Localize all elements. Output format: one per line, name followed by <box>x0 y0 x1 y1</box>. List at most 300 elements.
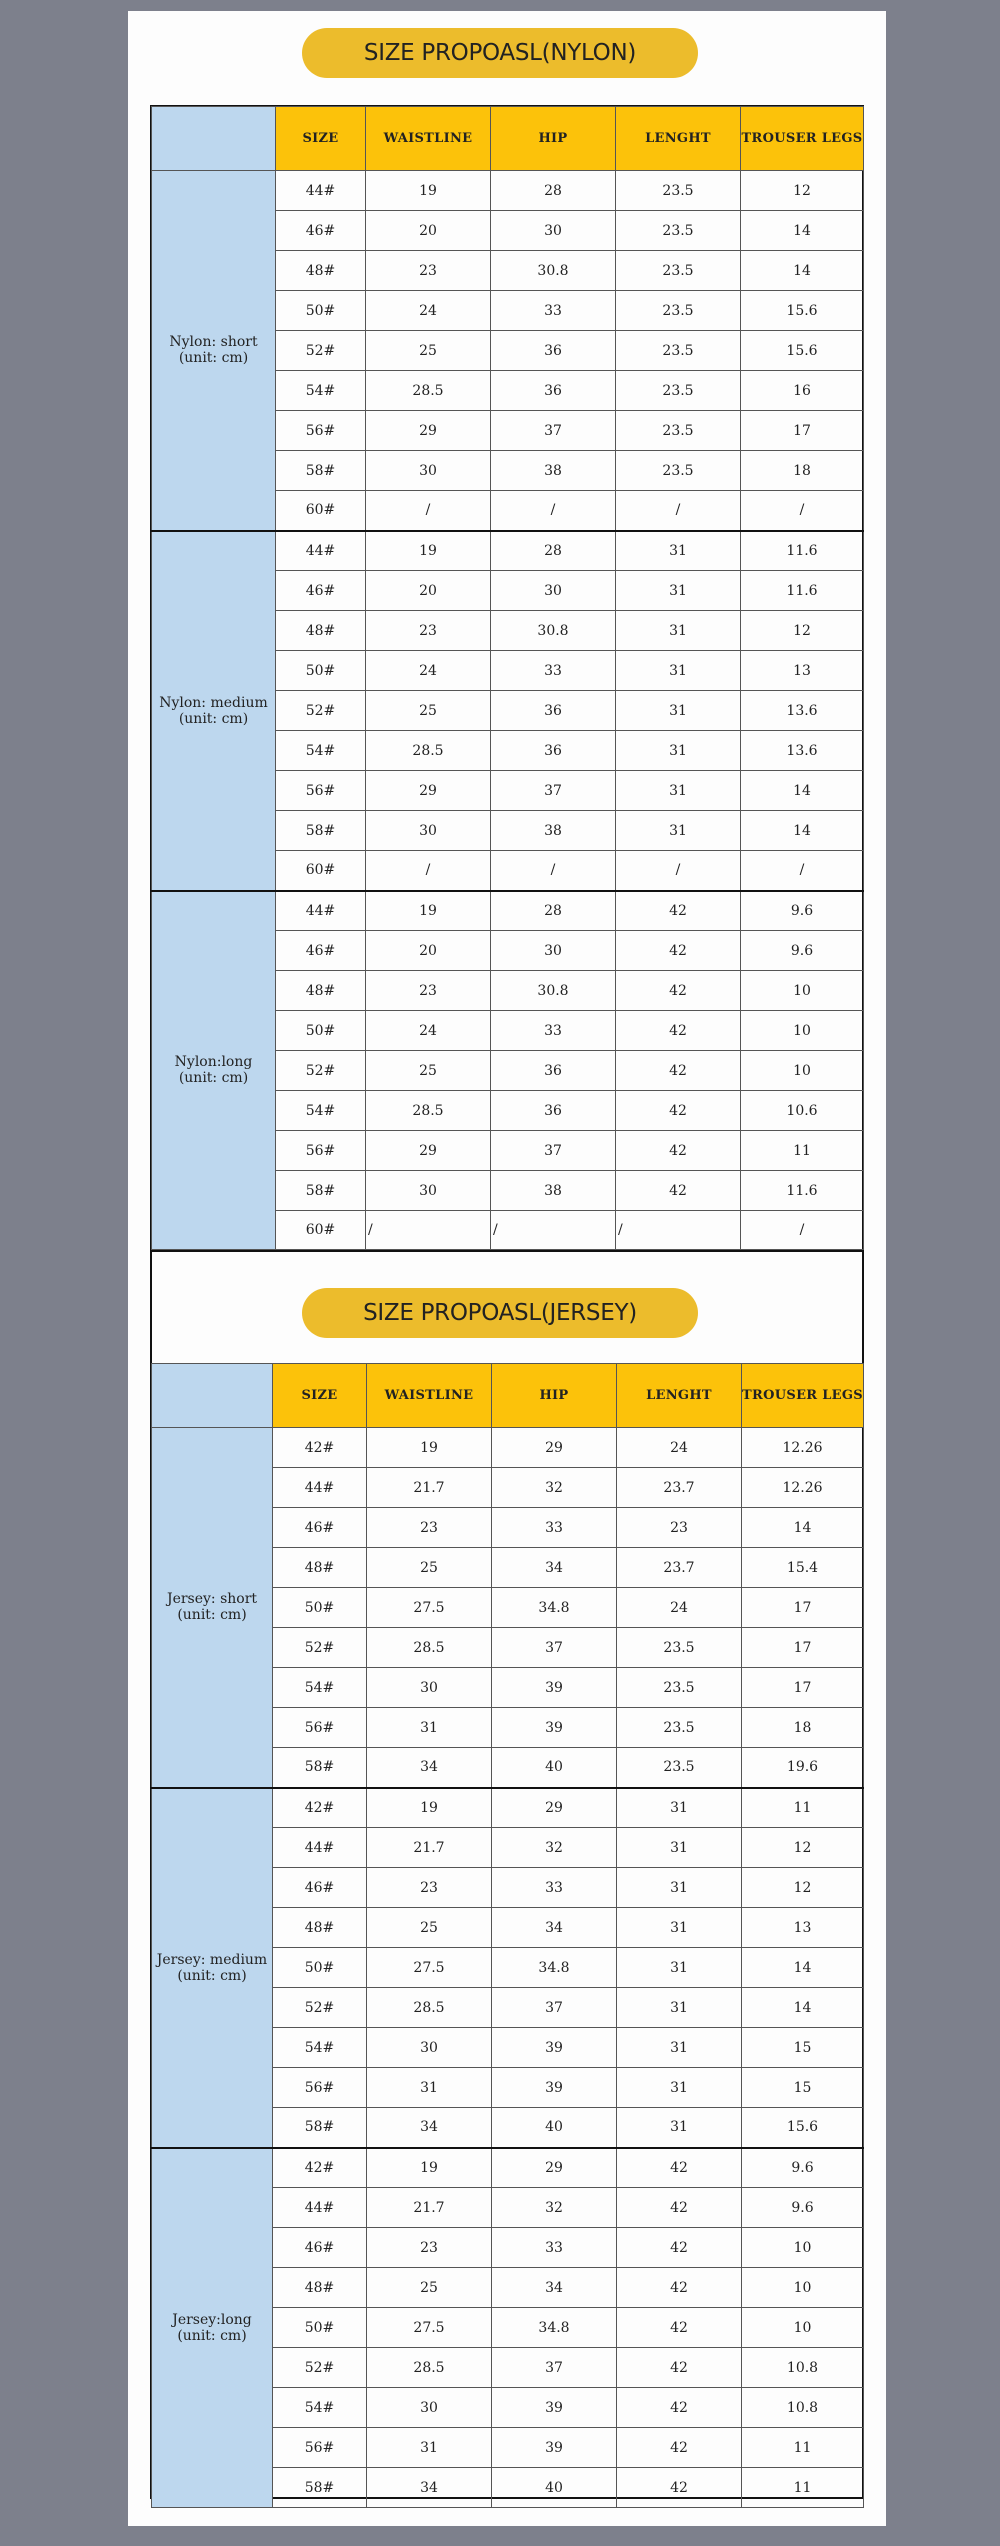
value-cell: 25 <box>367 2268 492 2308</box>
size-cell: 44# <box>273 1468 367 1508</box>
value-cell: 25 <box>366 331 491 371</box>
value-cell: 19 <box>367 1788 492 1828</box>
value-cell: 33 <box>491 651 616 691</box>
column-header: TROUSER LEGS <box>742 1364 864 1428</box>
size-cell: 58# <box>276 1171 366 1211</box>
value-cell: 42 <box>617 2188 742 2228</box>
value-cell: / <box>616 1211 741 1250</box>
value-cell: 20 <box>366 931 491 971</box>
value-cell: 42 <box>617 2428 742 2468</box>
value-cell: 36 <box>491 371 616 411</box>
value-cell: 34 <box>492 1908 617 1948</box>
value-cell: 34 <box>492 2268 617 2308</box>
value-cell: / <box>491 851 616 891</box>
value-cell: / <box>741 491 864 531</box>
value-cell: 25 <box>366 691 491 731</box>
size-cell: 56# <box>276 1131 366 1171</box>
value-cell: 31 <box>616 611 741 651</box>
value-cell: 30 <box>367 2388 492 2428</box>
value-cell: 14 <box>742 1508 864 1548</box>
value-cell: 23 <box>366 611 491 651</box>
value-cell: 29 <box>492 1788 617 1828</box>
value-cell: 31 <box>367 2068 492 2108</box>
value-cell: 15.6 <box>741 331 864 371</box>
value-cell: 24 <box>366 651 491 691</box>
value-cell: 30 <box>367 1668 492 1708</box>
value-cell: 30 <box>491 211 616 251</box>
value-cell: 42 <box>617 2468 742 2508</box>
value-cell: 23.5 <box>616 291 741 331</box>
table-row <box>152 1788 864 1828</box>
value-cell: 13 <box>741 651 864 691</box>
value-cell: 42 <box>616 931 741 971</box>
value-cell: 10 <box>741 1011 864 1051</box>
value-cell: 42 <box>617 2348 742 2388</box>
size-cell: 48# <box>276 611 366 651</box>
value-cell: 9.6 <box>741 891 864 931</box>
value-cell: 28 <box>491 531 616 571</box>
value-cell: 34 <box>367 1748 492 1788</box>
value-cell: 39 <box>492 2028 617 2068</box>
value-cell: 34.8 <box>492 2308 617 2348</box>
value-cell: 30 <box>366 1171 491 1211</box>
value-cell: 31 <box>617 2028 742 2068</box>
value-cell: 24 <box>617 1588 742 1628</box>
value-cell: 30.8 <box>491 611 616 651</box>
value-cell: 14 <box>741 211 864 251</box>
value-cell: / <box>366 1211 491 1250</box>
value-cell: 10 <box>741 971 864 1011</box>
size-cell: 50# <box>273 1948 367 1988</box>
size-cell: 48# <box>273 2268 367 2308</box>
value-cell: / <box>366 491 491 531</box>
value-cell: 9.6 <box>742 2188 864 2228</box>
value-cell: 42 <box>617 2308 742 2348</box>
value-cell: 31 <box>616 571 741 611</box>
value-cell: 12.26 <box>742 1468 864 1508</box>
size-cell: 58# <box>276 451 366 491</box>
value-cell: 23.5 <box>616 411 741 451</box>
value-cell: 40 <box>492 2468 617 2508</box>
size-cell: 56# <box>273 2068 367 2108</box>
value-cell: 23.5 <box>616 211 741 251</box>
size-cell: 56# <box>273 1708 367 1748</box>
value-cell: 42 <box>616 1171 741 1211</box>
value-cell: 31 <box>616 811 741 851</box>
value-cell: 19 <box>366 531 491 571</box>
group-label: Nylon:long (unit: cm) <box>152 891 276 1250</box>
value-cell: 32 <box>492 1468 617 1508</box>
value-cell: 11.6 <box>741 531 864 571</box>
value-cell: 10 <box>742 2308 864 2348</box>
value-cell: 33 <box>492 2228 617 2268</box>
value-cell: 28.5 <box>367 1988 492 2028</box>
value-cell: 31 <box>616 531 741 571</box>
value-cell: 23.5 <box>617 1708 742 1748</box>
size-cell: 48# <box>273 1548 367 1588</box>
value-cell: 25 <box>367 1908 492 1948</box>
value-cell: 40 <box>492 2108 617 2148</box>
value-cell: 34.8 <box>492 1588 617 1628</box>
size-cell: 54# <box>273 2388 367 2428</box>
value-cell: 42 <box>616 1011 741 1051</box>
value-cell: 42 <box>616 891 741 931</box>
column-header: TROUSER LEGS <box>741 107 864 171</box>
size-cell: 44# <box>276 171 366 211</box>
value-cell: 11 <box>741 1131 864 1171</box>
value-cell: 37 <box>492 2348 617 2388</box>
value-cell: 23.5 <box>616 451 741 491</box>
value-cell: 38 <box>491 811 616 851</box>
value-cell: 42 <box>616 1091 741 1131</box>
value-cell: 29 <box>366 1131 491 1171</box>
value-cell: 23.5 <box>617 1668 742 1708</box>
size-cell: 52# <box>273 1628 367 1668</box>
value-cell: 9.6 <box>742 2148 864 2188</box>
value-cell: 39 <box>492 2428 617 2468</box>
value-cell: 27.5 <box>367 1588 492 1628</box>
size-cell: 42# <box>273 1788 367 1828</box>
value-cell: 19.6 <box>742 1748 864 1788</box>
value-cell: 23 <box>367 1508 492 1548</box>
table-row <box>152 891 864 931</box>
size-cell: 44# <box>276 531 366 571</box>
jersey-section-title: SIZE PROPOASL(JERSEY) <box>302 1288 698 1338</box>
size-cell: 46# <box>273 1868 367 1908</box>
value-cell: 10 <box>742 2268 864 2308</box>
value-cell: 23.5 <box>616 251 741 291</box>
value-cell: 23.7 <box>617 1468 742 1508</box>
value-cell: 14 <box>741 771 864 811</box>
value-cell: 36 <box>491 331 616 371</box>
size-cell: 50# <box>276 291 366 331</box>
value-cell: 31 <box>617 1908 742 1948</box>
value-cell: 37 <box>491 411 616 451</box>
value-cell: 23 <box>367 2228 492 2268</box>
value-cell: 33 <box>491 291 616 331</box>
value-cell: 27.5 <box>367 2308 492 2348</box>
value-cell: 29 <box>492 1428 617 1468</box>
value-cell: 36 <box>491 1051 616 1091</box>
size-cell: 50# <box>276 1011 366 1051</box>
value-cell: 30 <box>366 811 491 851</box>
value-cell: 37 <box>492 1628 617 1668</box>
value-cell: 34.8 <box>492 1948 617 1988</box>
value-cell: 23 <box>366 971 491 1011</box>
value-cell: / <box>366 851 491 891</box>
value-cell: 16 <box>741 371 864 411</box>
size-cell: 58# <box>276 811 366 851</box>
value-cell: 17 <box>742 1588 864 1628</box>
value-cell: 14 <box>741 251 864 291</box>
value-cell: 37 <box>491 1131 616 1171</box>
value-cell: 30 <box>366 451 491 491</box>
value-cell: 12 <box>741 171 864 211</box>
value-cell: 11.6 <box>741 1171 864 1211</box>
value-cell: 36 <box>491 691 616 731</box>
value-cell: 24 <box>366 1011 491 1051</box>
value-cell: 39 <box>492 2388 617 2428</box>
column-header: HIP <box>491 107 616 171</box>
value-cell: 30.8 <box>491 251 616 291</box>
group-label: Jersey:long (unit: cm) <box>152 2148 273 2508</box>
value-cell: 19 <box>367 1428 492 1468</box>
value-cell: 33 <box>492 1508 617 1548</box>
value-cell: 19 <box>366 891 491 931</box>
value-cell: 11 <box>742 2428 864 2468</box>
value-cell: 28.5 <box>367 2348 492 2388</box>
group-label: Nylon: medium (unit: cm) <box>152 531 276 891</box>
size-cell: 50# <box>273 1588 367 1628</box>
size-cell: 44# <box>273 1828 367 1868</box>
value-cell: 29 <box>366 771 491 811</box>
value-cell: 31 <box>616 651 741 691</box>
size-cell: 46# <box>273 2228 367 2268</box>
group-label: Jersey: short (unit: cm) <box>152 1428 273 1788</box>
header-blank-cell <box>152 107 276 171</box>
header-row <box>152 1364 864 1428</box>
value-cell: 25 <box>367 1548 492 1588</box>
size-cell: 54# <box>276 731 366 771</box>
size-cell: 60# <box>276 851 366 891</box>
value-cell: 28.5 <box>366 731 491 771</box>
value-cell: 34 <box>492 1548 617 1588</box>
value-cell: 24 <box>617 1428 742 1468</box>
value-cell: 11 <box>742 1788 864 1828</box>
value-cell: 20 <box>366 571 491 611</box>
column-header: WAISTLINE <box>367 1364 492 1428</box>
size-cell: 46# <box>276 571 366 611</box>
value-cell: 21.7 <box>367 1828 492 1868</box>
size-cell: 46# <box>276 931 366 971</box>
column-header: LENGHT <box>616 107 741 171</box>
value-cell: 31 <box>367 2428 492 2468</box>
value-cell: 15 <box>742 2028 864 2068</box>
value-cell: 28.5 <box>366 1091 491 1131</box>
value-cell: 23.5 <box>617 1748 742 1788</box>
value-cell: 33 <box>491 1011 616 1051</box>
value-cell: 23 <box>366 251 491 291</box>
value-cell: 10 <box>741 1051 864 1091</box>
table-row <box>152 531 864 571</box>
value-cell: 15 <box>742 2068 864 2108</box>
table-row <box>152 171 864 211</box>
value-cell: 14 <box>741 811 864 851</box>
size-cell: 48# <box>276 971 366 1011</box>
size-cell: 52# <box>276 691 366 731</box>
value-cell: 12 <box>742 1868 864 1908</box>
nylon-size-table <box>151 106 864 1250</box>
size-cell: 52# <box>273 1988 367 2028</box>
value-cell: 38 <box>491 1171 616 1211</box>
value-cell: 42 <box>617 2148 742 2188</box>
size-cell: 58# <box>273 1748 367 1788</box>
value-cell: 19 <box>366 171 491 211</box>
value-cell: / <box>491 491 616 531</box>
size-cell: 46# <box>273 1508 367 1548</box>
value-cell: 31 <box>617 1828 742 1868</box>
size-cell: 52# <box>276 1051 366 1091</box>
value-cell: 29 <box>366 411 491 451</box>
size-cell: 54# <box>273 1668 367 1708</box>
value-cell: 23.5 <box>617 1628 742 1668</box>
value-cell: 37 <box>492 1988 617 2028</box>
value-cell: 10.8 <box>742 2388 864 2428</box>
size-cell: 48# <box>276 251 366 291</box>
value-cell: 15.4 <box>742 1548 864 1588</box>
value-cell: 31 <box>616 731 741 771</box>
value-cell: 21.7 <box>367 2188 492 2228</box>
value-cell: 38 <box>491 451 616 491</box>
value-cell: / <box>616 851 741 891</box>
value-cell: 28 <box>491 171 616 211</box>
size-cell: 56# <box>276 771 366 811</box>
table-row <box>152 2148 864 2188</box>
size-cell: 58# <box>273 2108 367 2148</box>
jersey-size-table <box>151 1363 864 2508</box>
value-cell: 11 <box>742 2468 864 2508</box>
value-cell: 42 <box>616 971 741 1011</box>
value-cell: 31 <box>617 2068 742 2108</box>
value-cell: 34 <box>367 2108 492 2148</box>
value-cell: 23 <box>367 1868 492 1908</box>
group-label: Jersey: medium (unit: cm) <box>152 1788 273 2148</box>
size-cell: 44# <box>273 2188 367 2228</box>
value-cell: / <box>741 851 864 891</box>
size-cell: 46# <box>276 211 366 251</box>
size-cell: 52# <box>273 2348 367 2388</box>
value-cell: 32 <box>492 2188 617 2228</box>
value-cell: 31 <box>617 1948 742 1988</box>
value-cell: 29 <box>492 2148 617 2188</box>
value-cell: 42 <box>617 2268 742 2308</box>
value-cell: 11.6 <box>741 571 864 611</box>
value-cell: 19 <box>367 2148 492 2188</box>
value-cell: 30.8 <box>491 971 616 1011</box>
value-cell: 25 <box>366 1051 491 1091</box>
header-blank-cell <box>152 1364 273 1428</box>
value-cell: 27.5 <box>367 1948 492 1988</box>
value-cell: 34 <box>367 2468 492 2508</box>
value-cell: 23 <box>617 1508 742 1548</box>
size-cell: 60# <box>276 491 366 531</box>
value-cell: 31 <box>616 691 741 731</box>
size-cell: 42# <box>273 2148 367 2188</box>
value-cell: 15.6 <box>742 2108 864 2148</box>
value-cell: 31 <box>617 1788 742 1828</box>
size-cell: 42# <box>273 1428 367 1468</box>
size-cell: 44# <box>276 891 366 931</box>
value-cell: 15.6 <box>741 291 864 331</box>
value-cell: 24 <box>366 291 491 331</box>
value-cell: 42 <box>617 2388 742 2428</box>
column-header: LENGHT <box>617 1364 742 1428</box>
value-cell: 39 <box>492 1708 617 1748</box>
value-cell: / <box>741 1211 864 1250</box>
value-cell: 31 <box>617 2108 742 2148</box>
value-cell: 23.5 <box>616 171 741 211</box>
value-cell: 36 <box>491 731 616 771</box>
size-cell: 54# <box>276 371 366 411</box>
value-cell: 17 <box>741 411 864 451</box>
value-cell: 33 <box>492 1868 617 1908</box>
size-cell: 50# <box>276 651 366 691</box>
value-cell: / <box>491 1211 616 1250</box>
value-cell: 9.6 <box>741 931 864 971</box>
value-cell: 31 <box>616 771 741 811</box>
value-cell: 13.6 <box>741 731 864 771</box>
value-cell: 39 <box>492 2068 617 2108</box>
value-cell: 42 <box>616 1131 741 1171</box>
value-cell: 36 <box>491 1091 616 1131</box>
value-cell: 10.6 <box>741 1091 864 1131</box>
size-cell: 48# <box>273 1908 367 1948</box>
value-cell: 12.26 <box>742 1428 864 1468</box>
value-cell: 39 <box>492 1668 617 1708</box>
size-cell: 56# <box>276 411 366 451</box>
value-cell: 13.6 <box>741 691 864 731</box>
column-header: SIZE <box>276 107 366 171</box>
value-cell: 13 <box>742 1908 864 1948</box>
value-cell: 10.8 <box>742 2348 864 2388</box>
value-cell: 12 <box>742 1828 864 1868</box>
value-cell: 20 <box>366 211 491 251</box>
value-cell: 28 <box>491 891 616 931</box>
column-header: HIP <box>492 1364 617 1428</box>
value-cell: 14 <box>742 1988 864 2028</box>
value-cell: 31 <box>367 1708 492 1748</box>
value-cell: 40 <box>492 1748 617 1788</box>
value-cell: 17 <box>742 1668 864 1708</box>
value-cell: 10 <box>742 2228 864 2268</box>
value-cell: 30 <box>491 931 616 971</box>
value-cell: 23.5 <box>616 371 741 411</box>
value-cell: 42 <box>616 1051 741 1091</box>
size-cell: 50# <box>273 2308 367 2348</box>
size-cell: 56# <box>273 2428 367 2468</box>
column-header: WAISTLINE <box>366 107 491 171</box>
value-cell: 28.5 <box>367 1628 492 1668</box>
value-cell: 14 <box>742 1948 864 1988</box>
size-cell: 52# <box>276 331 366 371</box>
value-cell: 31 <box>617 1988 742 2028</box>
size-cell: 54# <box>273 2028 367 2068</box>
value-cell: 12 <box>741 611 864 651</box>
value-cell: 23.7 <box>617 1548 742 1588</box>
size-cell: 54# <box>276 1091 366 1131</box>
table-row <box>152 1428 864 1468</box>
value-cell: 30 <box>367 2028 492 2068</box>
group-label: Nylon: short (unit: cm) <box>152 171 276 531</box>
value-cell: 30 <box>491 571 616 611</box>
value-cell: 17 <box>742 1628 864 1668</box>
value-cell: 32 <box>492 1828 617 1868</box>
value-cell: 18 <box>742 1708 864 1748</box>
value-cell: 18 <box>741 451 864 491</box>
size-cell: 60# <box>276 1211 366 1250</box>
value-cell: / <box>616 491 741 531</box>
size-cell: 58# <box>273 2468 367 2508</box>
value-cell: 42 <box>617 2228 742 2268</box>
column-header: SIZE <box>273 1364 367 1428</box>
value-cell: 37 <box>491 771 616 811</box>
header-row <box>152 107 864 171</box>
value-cell: 21.7 <box>367 1468 492 1508</box>
value-cell: 23.5 <box>616 331 741 371</box>
nylon-section-title: SIZE PROPOASL(NYLON) <box>302 28 698 78</box>
value-cell: 28.5 <box>366 371 491 411</box>
value-cell: 31 <box>617 1868 742 1908</box>
